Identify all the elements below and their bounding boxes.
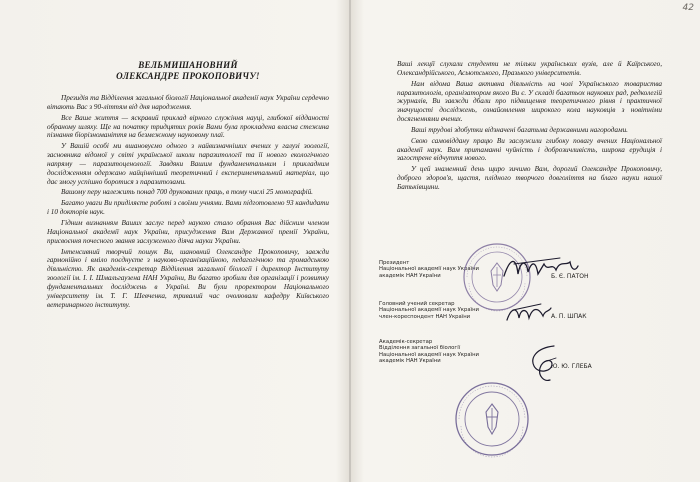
letter-paragraph: У цей знаменний день щиро зичимо Вам, дорогий Олександре Прокоповичу, доброго здоров'я, щастя, плідного творчого довголіття на благо науки нашої Батьківщини. (397, 165, 662, 191)
official-seal-icon (453, 380, 531, 458)
signature-block-academician-secretary (379, 339, 479, 365)
signatory-name: Ю. Ю. ГЛЕБА (551, 363, 592, 370)
signatory-title: Головний учений секретар (379, 301, 455, 307)
signatory-title: академік НАН України (379, 358, 441, 365)
letter-paragraph: Інтенсивний творчий пошук Ви, шановний Олександре Прокоповичу, завжди гармонійно і вміло поєднуєте з науково-організаційною, педагогічною та громадською діяльністю. Як академік-секретар Відділення загальної біології і директор Інституту зоології ім. І. І. Шмальгаузена НАН України, Ви багато зробили для організації і розвитку фундаментальних досліджень в Україні. Ви були проректором Національного університету ім. Т. Г. Шевченка, тривалий час очолювали кафедру Київського ветеринарного інституту. (47, 247, 329, 309)
letter-heading (47, 60, 329, 82)
signatory-name: А. П. ШПАК (551, 313, 587, 320)
letter-paragraph: Гідним визнанням Ваших заслуг перед наукою стало обрання Вас дійсним членом Національної академії наук України, присудження Вам Державної премії України, присвоєння почесного звання заслуженого діяча науки України. (47, 218, 329, 245)
signatory-title: Національної академії наук України (379, 266, 479, 273)
handwritten-signature-icon (500, 252, 580, 282)
letter-right-page (397, 60, 662, 194)
signatory-title: Академік-секретар (379, 339, 433, 345)
letter-paragraph: Президія та Відділення загальної біології Національної академії наук України сердечно вітають Вас з 90-літтям від дня народження. (47, 94, 329, 111)
heading-line-1: ВЕЛЬМИШАНОВНИЙ (138, 60, 238, 70)
letter-paragraph: Ваші трудові здобутки відзначені багатьма державними нагородами. (411, 125, 628, 134)
handwritten-signature-icon (526, 342, 560, 384)
signatory-name: Б. Є. ПАТОН (551, 273, 589, 280)
signatory-title: член-кореспондент НАН України (379, 313, 471, 320)
heading-line-2: ОЛЕКСАНДРЕ ПРОКОПОВИЧУ! (116, 71, 260, 81)
signatory-title: Національної академії наук України (379, 307, 479, 314)
letter-paragraph: Нам відома Ваша активна діяльність на чолі Українського товариства паразитологів, організатором якого Ви є. У складі багатьох наукових рад, редколегій журналів, Ви завжди дбали про підвищення теоретичного рівня і практичної значущості досліджень, ознайомлення широкого кола науковців з новітніми досягненнями вчених. (397, 79, 662, 124)
signatory-title: Відділення загальної біології (379, 345, 461, 352)
letter-paragraph: У Вашій особі ми вшановуємо одного з найвизначніших вчених у галузі зоології, засновника відомої у світі української школи паразитології та її нового екологічного напряму — паразитоценології. Завдяки Вашим фундаментальним і прикладним дослідженням одержано найцінніший теоретичний і експериментальний матеріал, що дає змогу успішно боротися з паразитозами. (47, 142, 329, 186)
signatory-title: Національної академії наук України (379, 351, 479, 358)
signatory-title: Президент (379, 260, 410, 266)
page-fold (349, 0, 351, 482)
letter-paragraph: Багато уваги Ви приділяєте роботі з своїми учнями. Вами підготовлено 93 кандидати і 10 докторів наук. (47, 199, 329, 217)
letter-paragraph: Ваші лекції слухали студенти не тільки українських вузів, але й Каїрського, Олександрійського, Асьютського, Празького університетів. (397, 60, 662, 77)
letter-paragraph: Свою самовіддану працю Ви заслужили глибоку повагу вчених Національної академії наук. Вам притаманні чуйність і доброзичливість, широка ерудиція і загострене відчуття нового. (397, 136, 662, 163)
page-number: 42 (682, 3, 694, 13)
signatory-title: академік НАН України (379, 272, 441, 279)
handwritten-signature-icon (503, 300, 553, 326)
letter-paragraph: Вашому перу належить понад 700 друкованих праць, в тому числі 25 монографій. (61, 188, 313, 197)
letter-left-page (47, 60, 329, 311)
letter-paragraph: Все Ваше життя — яскравий приклад вірного служіння науці, глибокої відданості обраному шляху. Ще на початку тридцятих років Вами була прокладена власна стежина пізнання біорізноманіття на безмежному науковому плаї. (47, 113, 329, 140)
